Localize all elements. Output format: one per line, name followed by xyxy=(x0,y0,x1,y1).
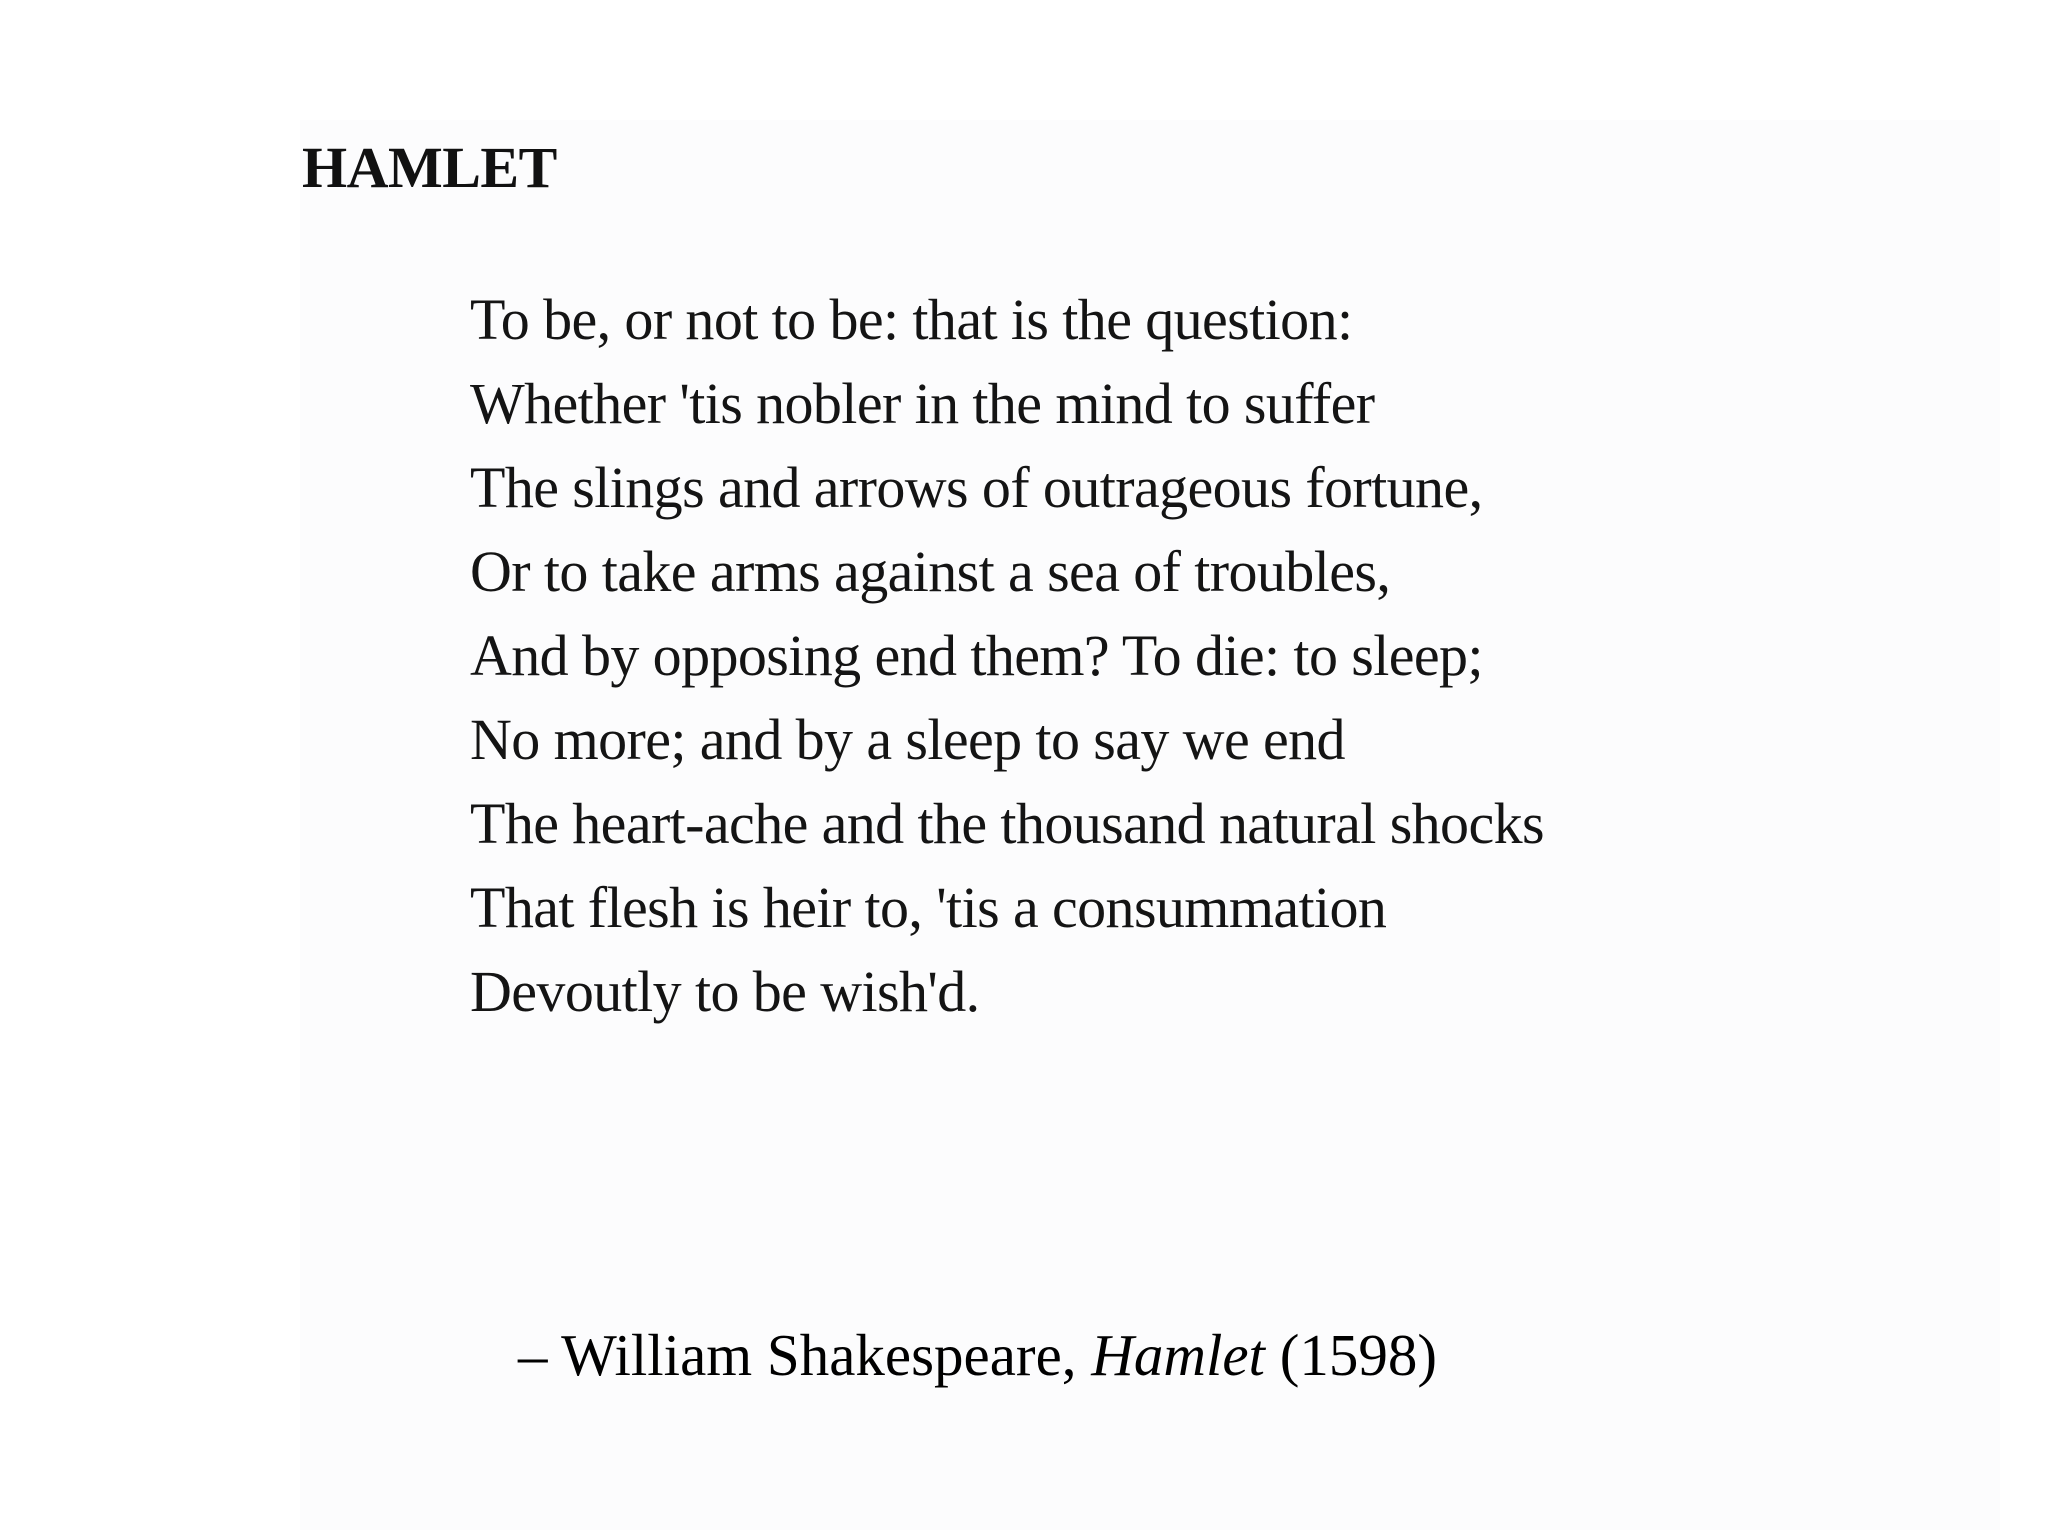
poem-line-9: Devoutly to be wish'd. xyxy=(470,959,980,1024)
attribution-work-title: Hamlet xyxy=(1091,1322,1265,1388)
poem-title: HAMLET xyxy=(302,135,557,200)
poem-line-7: The heart-ache and the thousand natural shocks xyxy=(470,791,1544,856)
attribution-author: – William Shakespeare, xyxy=(518,1322,1092,1388)
attribution-year: (1598) xyxy=(1264,1322,1437,1388)
poem-line-8: That flesh is heir to, 'tis a consummation xyxy=(470,875,1387,940)
poem-line-5: And by opposing end them? To die: to sleep; xyxy=(470,623,1483,688)
attribution xyxy=(518,1315,1437,1395)
poem-body xyxy=(470,278,1544,1034)
poem-line-4: Or to take arms against a sea of troubles, xyxy=(470,539,1391,604)
poem-line-6: No more; and by a sleep to say we end xyxy=(470,707,1345,772)
poem-line-3: The slings and arrows of outrageous fortune, xyxy=(470,455,1483,520)
poem-line-2: Whether 'tis nobler in the mind to suffer xyxy=(470,371,1375,436)
poem-line-1: To be, or not to be: that is the question: xyxy=(470,287,1353,352)
